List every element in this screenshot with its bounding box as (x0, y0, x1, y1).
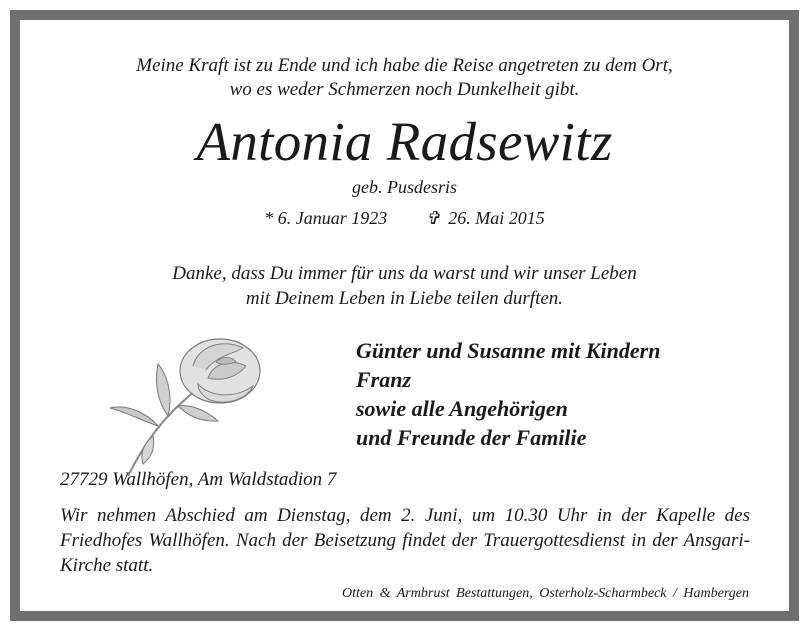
maiden-name: geb. Pusdesris (352, 177, 457, 197)
quote-line: Meine Kraft ist zu Ende und ich habe die Reise angetreten zu dem Ort, (136, 55, 673, 76)
birth-date: * 6. Januar 1923 (264, 208, 388, 228)
mourner-line: Günter und Susanne mit Kindern (356, 338, 661, 363)
thanks-line: Danke, dass Du immer für uns da warst und wir unser Leben (172, 263, 637, 284)
mourner-line: Franz (356, 367, 412, 392)
deceased-name: Antonia Radsewitz (196, 111, 613, 172)
thanks-text (20, 261, 789, 311)
life-dates (20, 208, 789, 229)
quote-line: wo es weder Schmerzen noch Dunkelheit gibt. (229, 79, 580, 100)
undertaker-credit: Otten & Armbrust Bestattungen, Osterholz-Scharmbeck / Hambergen (342, 586, 749, 601)
cross-icon: ✞ (425, 208, 441, 228)
funeral-details: Wir nehmen Abschied am Dienstag, dem 2. Juni, um 10.30 Uhr in der Kapelle des Friedhofes Wallhöfen. Nach der Beisetzung findet der Trauergottesdienst in der Ansgari-Kirche statt. (60, 505, 750, 576)
thanks-line: mit Deinem Leben in Liebe teilen durften. (245, 288, 564, 309)
mourners-list (356, 336, 660, 452)
address: 27729 Wallhöfen, Am Waldstadion 7 (60, 469, 337, 490)
opening-quote (20, 54, 789, 102)
death-date: 26. Mai 2015 (448, 208, 545, 228)
mourner-line: sowie alle Angehörigen (356, 396, 568, 421)
mourner-line: und Freunde der Familie (356, 425, 587, 450)
rose-illustration (98, 326, 263, 481)
obituary-notice (10, 10, 799, 621)
